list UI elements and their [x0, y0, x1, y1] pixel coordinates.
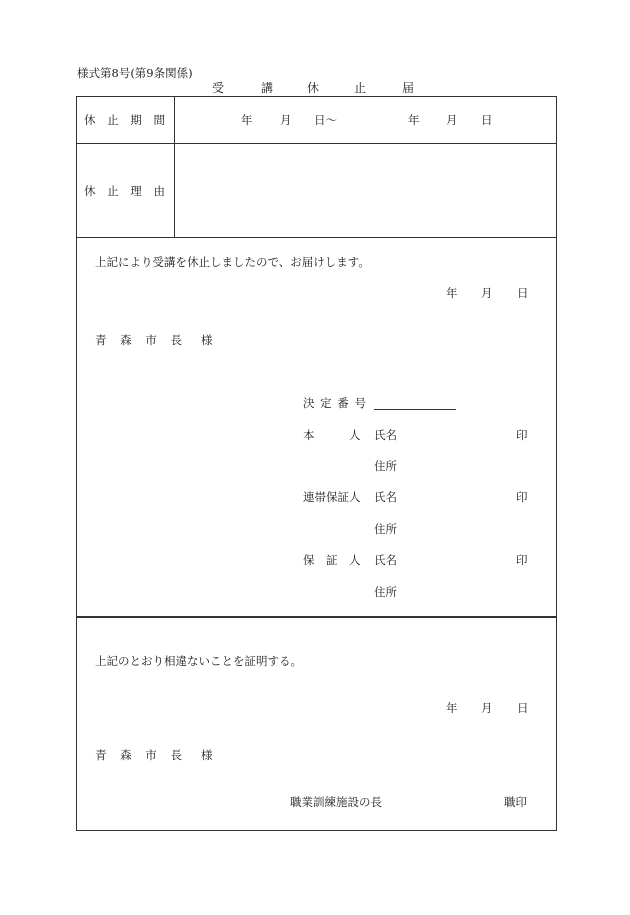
decision-number-label: 決 定 番 号: [303, 396, 367, 410]
title-char-5: 届: [402, 81, 415, 95]
reason-input-area[interactable]: [175, 144, 556, 236]
guarantor-address-label: 住所: [374, 585, 397, 599]
application-honorific: 様: [201, 333, 213, 347]
joint-guarantor-seal: 印: [516, 490, 528, 504]
official-seal-label: 職印: [504, 795, 527, 809]
period-start-month[interactable]: 月: [280, 113, 292, 127]
reason-label: 休 止 理 由: [84, 184, 167, 198]
certification-date-year[interactable]: 年: [446, 701, 458, 715]
application-date-year[interactable]: 年: [446, 286, 458, 300]
period-label: 休 止 期 間: [84, 113, 167, 127]
principal-name-label: 氏名: [374, 428, 397, 442]
certification-addressee: 青 森 市 長: [95, 748, 184, 762]
guarantor-label: 保 証 人: [303, 553, 361, 567]
title-char-2: 講: [261, 81, 274, 95]
joint-guarantor-address-label: 住所: [374, 522, 397, 536]
title-char-3: 休: [307, 81, 320, 95]
application-date-day[interactable]: 日: [517, 286, 529, 300]
joint-guarantor-label: 連帯保証人: [303, 490, 361, 504]
certification-date-day[interactable]: 日: [517, 701, 529, 715]
title-char-1: 受: [212, 81, 225, 95]
period-start-year[interactable]: 年: [241, 113, 253, 127]
principal-address-label: 住所: [374, 459, 397, 473]
application-date-month[interactable]: 月: [481, 286, 493, 300]
application-statement: 上記により受講を休止しましたので、お届けします。: [95, 255, 370, 269]
certification-issuer: 職業訓練施設の長: [290, 795, 382, 809]
period-start-day[interactable]: 日〜: [314, 113, 337, 127]
principal-label: 本 人: [303, 428, 361, 442]
joint-guarantor-name-label: 氏名: [374, 490, 397, 504]
period-end-year[interactable]: 年: [408, 113, 420, 127]
decision-number-field[interactable]: [374, 409, 456, 410]
guarantor-name-label: 氏名: [374, 553, 397, 567]
period-end-day[interactable]: 日: [481, 113, 493, 127]
principal-seal: 印: [516, 428, 528, 442]
form-number: 様式第8号(第9条関係): [77, 66, 193, 80]
certification-date-month[interactable]: 月: [481, 701, 493, 715]
period-end-month[interactable]: 月: [446, 113, 458, 127]
application-addressee: 青 森 市 長: [95, 333, 184, 347]
title-char-4: 止: [354, 81, 367, 95]
certification-statement: 上記のとおり相違ないことを証明する。: [95, 654, 302, 668]
row-divider-2: [76, 237, 557, 238]
guarantor-seal: 印: [516, 553, 528, 567]
certification-honorific: 様: [201, 748, 213, 762]
